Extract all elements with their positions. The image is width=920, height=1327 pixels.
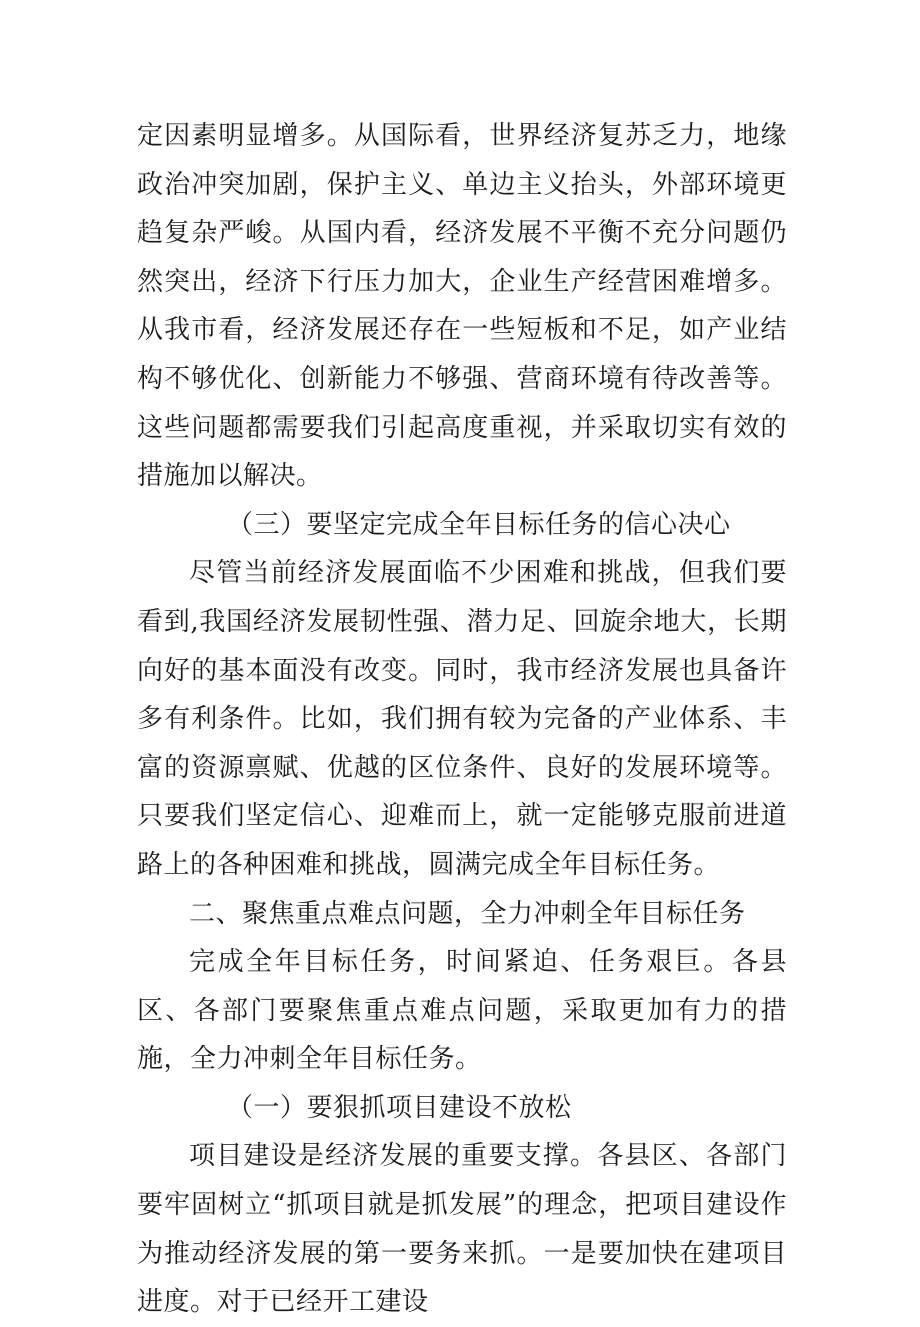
- body-paragraph: 定因素明显增多。从国际看，世界经济复苏乏力，地缘政治冲突加剧，保护主义、单边主义抬头，外部环境更趋复杂严峻。从国内看，经济发展不平衡不充分问题仍然突出，经济下行压力加大，企业生产经营困难增多。从我市看，经济发展还存在一些短板和不足，如产业结构不够优化、创新能力不够强、营商环境有待改善等。这些问题都需要我们引起高度重视，并采取切实有效的措施加以解决。: [137, 121, 787, 492]
- section-subheading: （三）要坚定完成全年目标任务的信心决心: [227, 509, 731, 540]
- document-body: [137, 112, 787, 1327]
- section-heading: 二、聚焦重点难点问题，全力冲刺全年目标任务: [189, 898, 746, 929]
- body-paragraph: 项目建设是经济发展的重要支撑。各县区、各部门要牢固树立“抓项目就是抓发展”的理念，把项目建设作为推动经济发展的第一要务来抓。一是要加快在建项目进度。对于已经开工建设: [137, 1141, 787, 1318]
- section-subheading: （一）要狠抓项目建设不放松: [227, 1092, 572, 1123]
- body-paragraph: 完成全年目标任务，时间紧迫、任务艰巨。各县区、各部门要聚焦重点难点问题，采取更加有力的措施，全力冲刺全年目标任务。: [137, 947, 787, 1075]
- body-paragraph: 尽管当前经济发展面临不少困难和挑战，但我们要看到,我国经济发展韧性强、潜力足、回旋余地大，长期向好的基本面没有改变。同时，我市经济发展也具备许多有利条件。比如，我们拥有较为完备的产业体系、丰富的资源禀赋、优越的区位条件、良好的发展环境等。只要我们坚定信心、迎难而上，就一定能够克服前进道路上的各种困难和挑战，圆满完成全年目标任务。: [137, 558, 787, 880]
